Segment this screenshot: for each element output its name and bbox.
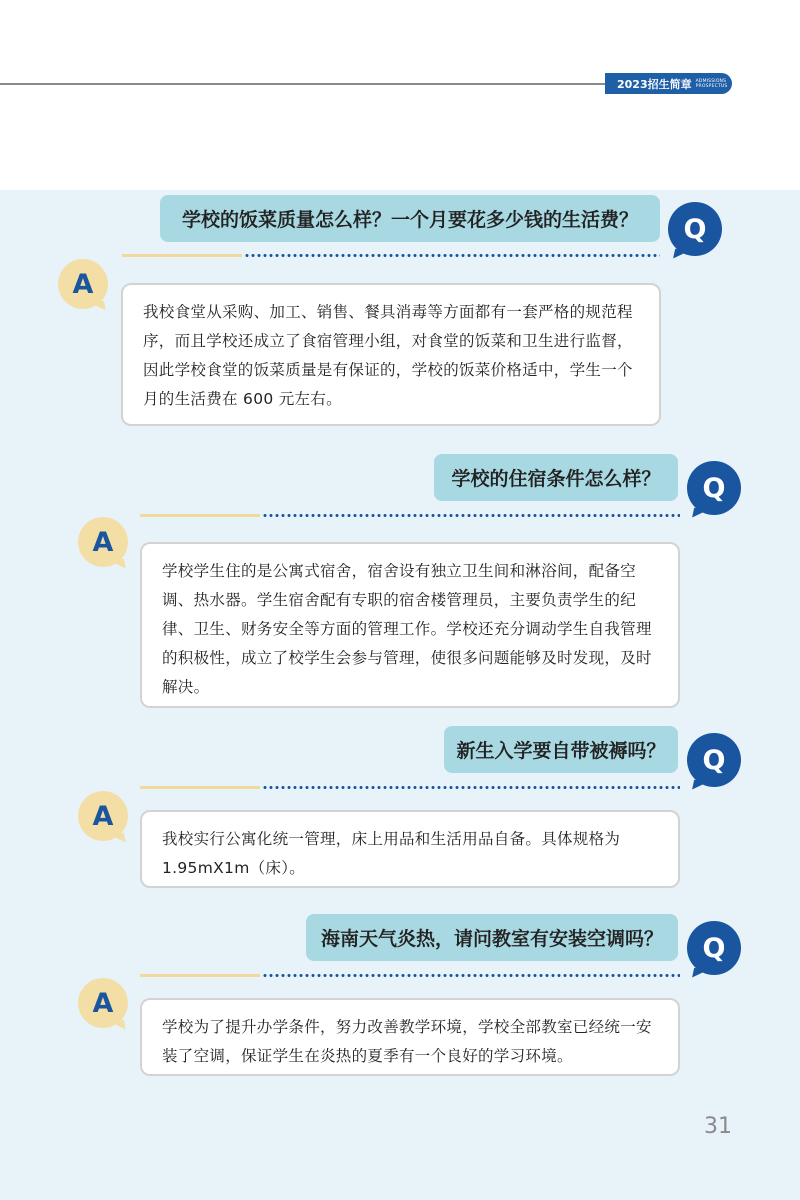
q-badge: Q <box>687 461 741 515</box>
answer-box: 学校学生住的是公寓式宿舍，宿舍设有独立卫生间和淋浴间，配备空调、热水器。学生宿舍配有专职的宿舍楼管理员，主要负责学生的纪律、卫生、财务安全等方面的管理工作。学校还充分调动学生自我管理的积极性，成立了校学生会参与管理，使很多问题能够及时发现，及时解决。 <box>140 542 680 708</box>
separator <box>122 254 660 257</box>
q-badge: Q <box>668 202 722 256</box>
a-badge: A <box>78 978 128 1028</box>
separator <box>140 974 680 977</box>
header-en-title: ADMISSIONS PROSPECTUS <box>695 78 728 89</box>
question-bubble: 海南天气炎热，请问教室有安装空调吗？ <box>306 914 678 961</box>
header-rule <box>0 83 610 85</box>
answer-box: 学校为了提升办学条件，努力改善教学环境，学校全部教室已经统一安装了空调，保证学生在炎热的夏季有一个良好的学习环境。 <box>140 998 680 1076</box>
header-badge <box>605 73 732 94</box>
answer-box: 我校实行公寓化统一管理，床上用品和生活用品自备。具体规格为 1.95mX1m（床）。 <box>140 810 680 888</box>
separator <box>140 514 680 517</box>
q-badge: Q <box>687 921 741 975</box>
question-bubble: 学校的饭菜质量怎么样？一个月要花多少钱的生活费？ <box>160 195 660 242</box>
page-number: 31 <box>704 1114 732 1139</box>
question-bubble: 新生入学要自带被褥吗？ <box>444 726 678 773</box>
question-bubble: 学校的住宿条件怎么样？ <box>434 454 678 501</box>
header-year-title: 2023招生简章 <box>617 77 692 91</box>
a-badge: A <box>78 791 128 841</box>
a-badge: A <box>78 517 128 567</box>
separator <box>140 786 680 789</box>
answer-box: 我校食堂从采购、加工、销售、餐具消毒等方面都有一套严格的规范程序，而且学校还成立了食宿管理小组，对食堂的饭菜和卫生进行监督，因此学校食堂的饭菜质量是有保证的，学校的饭菜价格适中，学生一个月的生活费在 600 元左右。 <box>121 283 661 426</box>
a-badge: A <box>58 259 108 309</box>
q-badge: Q <box>687 733 741 787</box>
